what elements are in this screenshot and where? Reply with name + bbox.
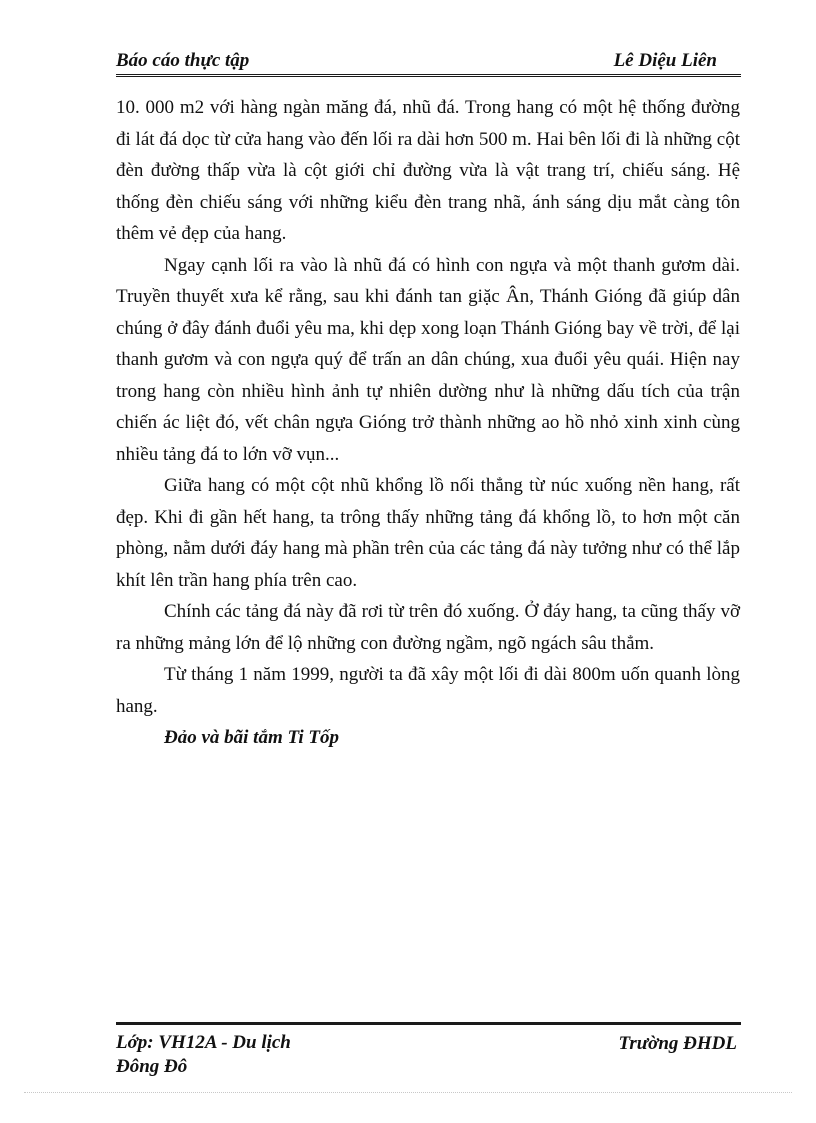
footer-school-line: Đông Đô bbox=[116, 1056, 188, 1077]
paragraph: 10. 000 m2 với hàng ngàn măng đá, nhũ đá. Trong hang có một hệ thống đường đi lát đá dọc từ cửa hang vào đến lối ra dài hơn 500 m. Hai bên lối đi là những cột đèn đường thấp vừa là cột giới chỉ đường vừa là vật trang trí, chiếu sáng. Hệ thống đèn chiếu sáng với những kiểu đèn trang nhã, ánh sáng dịu mắt càng tôn thêm vẻ đẹp của hang. bbox=[116, 97, 740, 244]
page-footer bbox=[116, 1022, 741, 1079]
paragraph: Chính các tảng đá này đã rơi từ trên đó xuống. Ở đáy hang, ta cũng thấy vỡ ra những mảng lớn để lộ những con đường ngầm, ngõ ngách sâu thẳm. bbox=[116, 601, 740, 654]
paragraph: Ngay cạnh lối ra vào là nhũ đá có hình con ngựa và một thanh gươm dài. Truyền thuyết xưa kể rằng, sau khi đánh tan giặc Ân, Thánh Gióng đã giúp dân chúng ở đây đánh đuổi yêu ma, khi dẹp xong loạn Thánh Gióng bay về trời, để lại thanh gươm và con ngựa quý để trấn an dân chúng, xua đuổi yêu quái. Hiện nay trong hang còn nhiều hình ảnh tự nhiên dường như là những dấu tích của trận chiến ác liệt đó, vết chân ngựa Gióng trở thành những ao hồ nhỏ xinh xinh cùng nhiều tảng đá to lớn vỡ vụn... bbox=[116, 254, 740, 465]
body-text bbox=[116, 92, 740, 754]
page-bottom-divider bbox=[24, 1092, 792, 1093]
paragraph: Giữa hang có một cột nhũ khổng lồ nối thẳng từ núc xuống nền hang, rất đẹp. Khi đi gần hết hang, ta trông thấy những tảng đá khổng lồ, to hơn một căn phòng, nằm dưới đáy hang mà phần trên của các tảng đá này tưởng như có thể lắp khít lên trần hang phía trên cao. bbox=[116, 475, 740, 591]
footer-class-line: Lớp: VH12A - Du lịch bbox=[116, 1032, 291, 1053]
author-name: Lê Diệu Liên bbox=[613, 50, 717, 71]
section-subheading: Đảo và bãi tắm Ti Tốp bbox=[164, 727, 340, 748]
footer-university: Trường ĐHDL bbox=[618, 1033, 737, 1054]
report-title: Báo cáo thực tập bbox=[116, 50, 250, 71]
page-header bbox=[116, 48, 741, 77]
paragraph: Từ tháng 1 năm 1999, người ta đã xây một lối đi dài 800m uốn quanh lòng hang. bbox=[116, 664, 740, 717]
